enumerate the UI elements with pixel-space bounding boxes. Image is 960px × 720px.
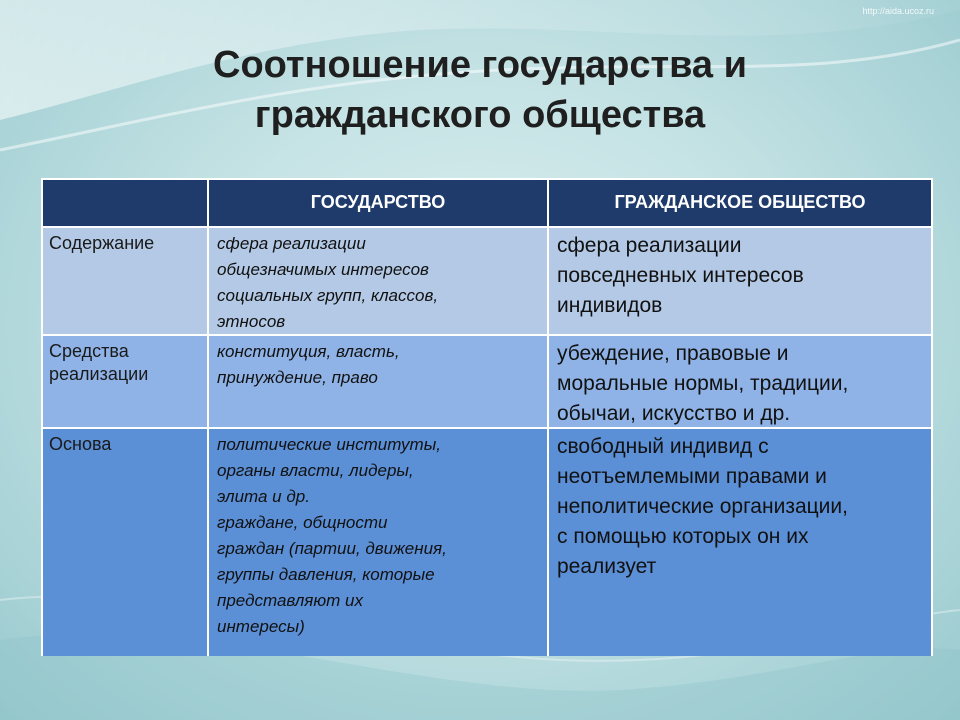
state-basis-cell: политические институты, органы власти, лидеры, элита и др. граждане, общности граждан (партии, движения, группы давления, которые представляют их интересы) <box>209 429 549 656</box>
row-label-basis: Основа <box>43 429 209 656</box>
state-means-cell: конституция, власть, принуждение, право <box>209 336 549 429</box>
title-line-1: Соотношение государства и <box>213 44 747 86</box>
civil-means-cell: убеждение, правовые и моральные нормы, традиции, обычаи, искусство и др. <box>557 342 849 425</box>
table-row <box>43 226 931 336</box>
table-row <box>43 334 931 429</box>
state-content-cell: сфера реализации общезначимых интересов социальных групп, классов, этносов <box>209 228 549 336</box>
civil-content-cell: сфера реализации повседневных интересов индивидов <box>557 234 804 317</box>
page-title <box>110 40 850 140</box>
header-cell-state: ГОСУДАРСТВО <box>209 180 549 226</box>
civil-basis-cell: свободный индивид с неотъемлемыми правами и неполитические организации, с помощью которых он их реализует <box>557 435 848 578</box>
row-label-means: Средства реализации <box>43 336 209 429</box>
comparison-table <box>41 178 933 656</box>
row-label-content: Содержание <box>43 228 209 336</box>
watermark-url: http://aida.ucoz.ru <box>862 6 934 16</box>
header-cell-empty <box>43 180 209 226</box>
title-line-2: гражданского общества <box>254 94 706 136</box>
header-cell-civil-society: ГРАЖДАНСКОЕ ОБЩЕСТВО <box>614 192 866 212</box>
table-row <box>43 427 931 656</box>
table-header-row <box>43 180 931 226</box>
